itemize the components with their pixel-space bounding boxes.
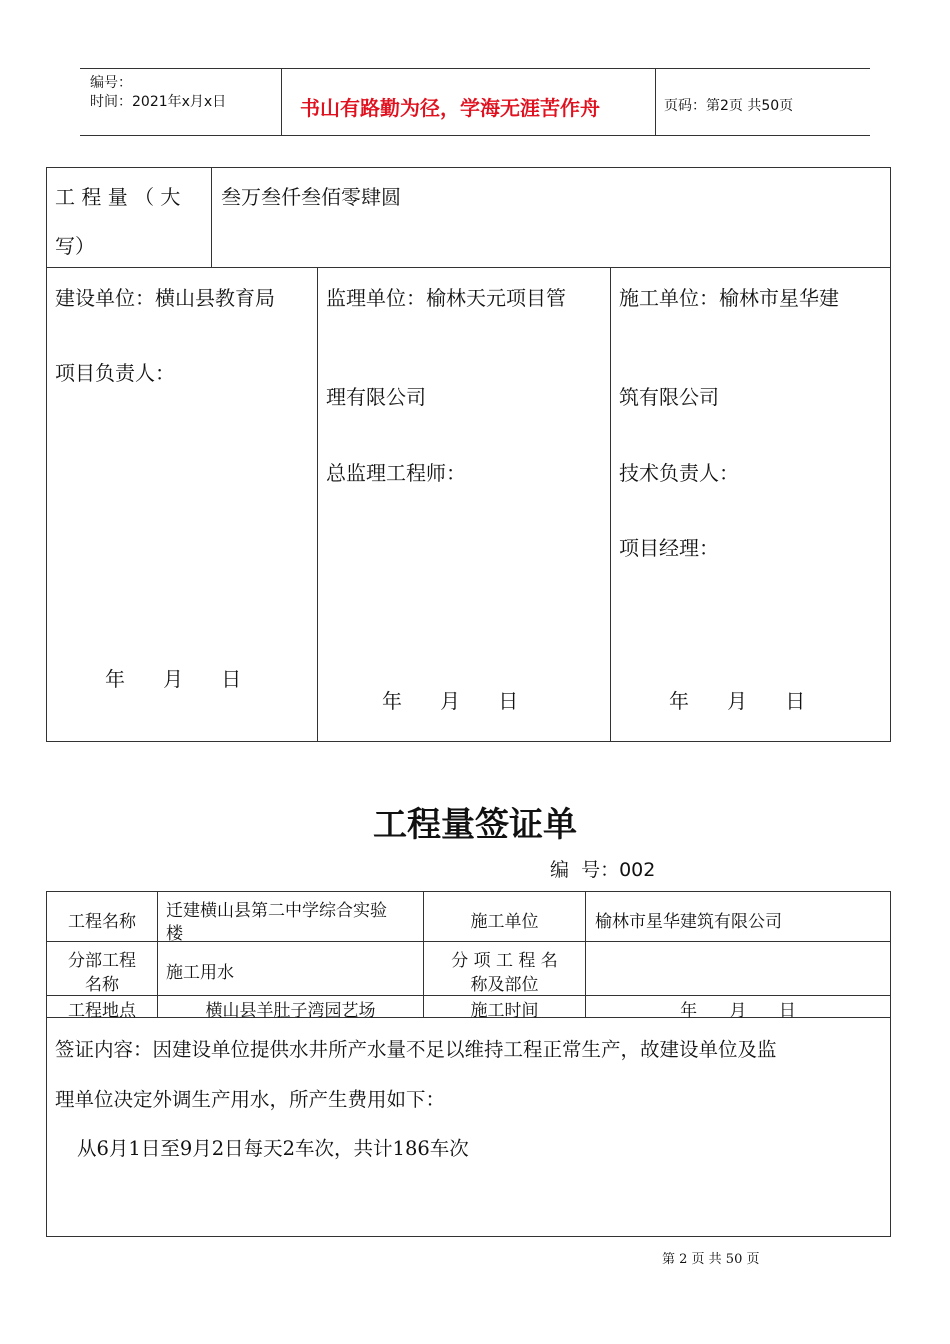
prev-table-amount-divider [211, 167, 212, 267]
prev-table-col-divider-2 [610, 267, 611, 741]
contractor-label: 施工单位 [470, 912, 539, 932]
form-table-top [46, 891, 891, 892]
prev-table-right [890, 167, 891, 742]
sub-project-label-line2: 名称 [85, 975, 119, 995]
sub-project-value: 施工用水 [166, 963, 234, 983]
prev-table-bottom [46, 741, 891, 742]
project-name-value-line2: 楼 [166, 924, 183, 944]
item-label-line2: 称及部位 [470, 975, 539, 995]
supervisor-unit-line1: 监理单位：榆林天元项目管 [326, 286, 566, 310]
footer-page-text: 第 2 页 共 50 页 [662, 1252, 760, 1267]
amount-value: 叁万叁仟叁佰零肆圆 [221, 185, 401, 209]
location-label: 工程地点 [68, 1001, 136, 1021]
item-label-line1: 分 项 工 程 名 [451, 951, 558, 971]
time-label: 施工时间 [470, 1001, 539, 1021]
form-number: 编 号：002 [550, 859, 656, 881]
owner-person: 项目负责人： [55, 361, 175, 385]
form-table-bottom [46, 1236, 891, 1237]
header-number-label: 编号： [90, 75, 132, 91]
form-table-left [46, 891, 47, 1237]
amount-label-line2: 写） [55, 234, 95, 258]
header-divider-right [655, 68, 656, 135]
header-motto: 书山有路勤为径，学海无涯苦作舟 [300, 96, 600, 120]
prev-table-col-divider-1 [317, 267, 318, 741]
supervisor-date: 年 月 日 [382, 689, 519, 713]
project-name-value-line1: 迁建横山县第二中学综合实验 [166, 901, 387, 921]
form-title: 工程量签证单 [373, 805, 577, 845]
prev-table-top [46, 167, 891, 168]
form-table-right [890, 891, 891, 1237]
builder-tech: 技术负责人： [619, 461, 739, 485]
header-divider-left [281, 68, 282, 135]
content-line3: 从6月1日至9月2日每天2车次，共计186车次 [77, 1137, 469, 1160]
builder-manager: 项目经理： [619, 536, 719, 560]
project-name-label: 工程名称 [68, 912, 136, 932]
prev-table-left [46, 167, 47, 742]
sub-project-label-line1: 分部工程 [68, 951, 136, 971]
header-time-label: 时间：2021年x月x日 [90, 94, 227, 110]
owner-date: 年 月 日 [105, 667, 242, 691]
location-value: 横山县羊肚子湾园艺场 [205, 1001, 376, 1021]
contractor-value: 榆林市星华建筑有限公司 [595, 912, 782, 932]
content-line1: 签证内容：因建设单位提供水井所产水量不足以维持工程正常生产，故建设单位及监 [55, 1038, 777, 1061]
header-page-info: 页码：第2页 共50页 [664, 98, 794, 114]
time-value: 年 月 日 [680, 1001, 796, 1021]
builder-unit-line1: 施工单位：榆林市星华建 [619, 286, 839, 310]
builder-date: 年 月 日 [669, 689, 806, 713]
header-top-rule [80, 68, 870, 69]
supervisor-person: 总监理工程师： [326, 461, 466, 485]
prev-table-row-divider [46, 267, 891, 268]
owner-unit: 建设单位：横山县教育局 [55, 286, 275, 310]
builder-unit-line2: 筑有限公司 [619, 385, 719, 409]
content-line2: 理单位决定外调生产用水，所产生费用如下： [55, 1088, 446, 1111]
header-bottom-rule [80, 135, 870, 136]
amount-label-line1: 工 程 量 （ 大 [55, 185, 181, 209]
supervisor-unit-line2: 理有限公司 [326, 385, 426, 409]
